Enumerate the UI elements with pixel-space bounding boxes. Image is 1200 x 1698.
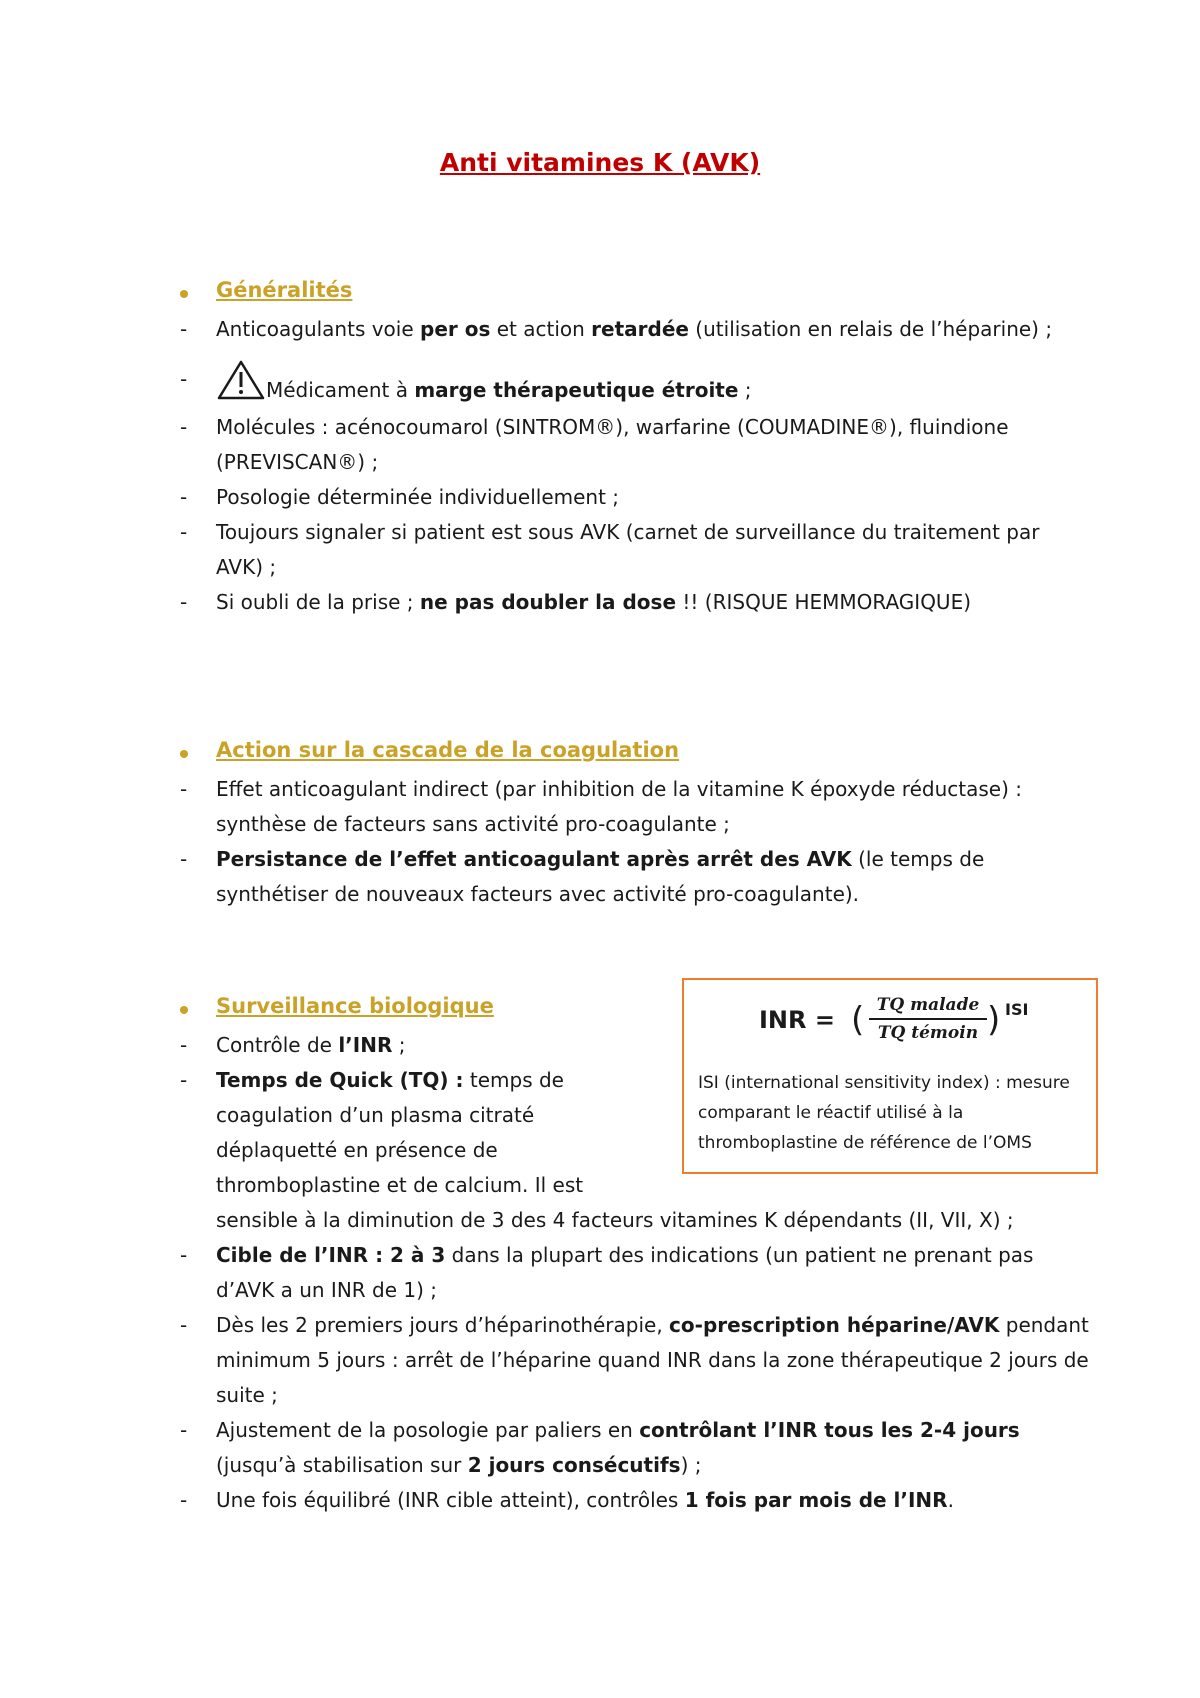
open-paren: (: [851, 1000, 865, 1040]
fraction-numerator: TQ malade: [876, 995, 980, 1015]
text: dans la plupart des indications (un patient ne prenant pas d’AVK a un INR de 1) ;: [216, 1243, 1034, 1302]
dash: -: [180, 415, 188, 439]
section-generalites: [180, 278, 1090, 620]
list-item: [180, 585, 1090, 620]
text: Molécules : acénocoumarol (SINTROM®), warfarine (COUMADINE®), fluindione (PREVISCAN®) ;: [216, 415, 1009, 474]
list-item: [180, 515, 1090, 585]
bold-text: retardée: [591, 317, 689, 341]
bold-text: marge thérapeutique étroite: [414, 378, 739, 402]
bold-text: co-prescription héparine/AVK: [669, 1313, 1000, 1337]
text: !! (RISQUE HEMMORAGIQUE): [676, 590, 972, 614]
bold-text: Temps de Quick (TQ) :: [216, 1068, 464, 1092]
text: Contrôle de: [216, 1033, 339, 1057]
bullet-dot-icon: [180, 750, 188, 758]
dash: -: [180, 317, 188, 341]
section-action-cascade: [180, 738, 1090, 912]
bold-text: ne pas doubler la dose: [419, 590, 677, 614]
text: sensible à la diminution de 3 des 4 facteurs vitamines K dépendants (II, VII, X) ;: [216, 1208, 1014, 1232]
dash: -: [180, 1068, 188, 1092]
list-item: [180, 410, 1090, 480]
text: (utilisation en relais de l’héparine) ;: [688, 317, 1053, 341]
fraction: [869, 994, 987, 1044]
text: ;: [392, 1033, 406, 1057]
text: (le temps de synthétiser de nouveaux facteurs avec activité pro-coagulante).: [216, 847, 985, 906]
bold-text: 2 jours consécutifs: [467, 1453, 681, 1477]
dash: -: [180, 1488, 188, 1512]
text: et action: [490, 317, 592, 341]
bold-text: Cible de l’INR : 2 à 3: [216, 1243, 446, 1267]
text: temps de coagulation d’un plasma citraté déplaquetté en présence de thromboplastine et de calcium. Il est: [216, 1068, 584, 1197]
text: Anticoagulants voie: [216, 317, 421, 341]
text: Toujours signaler si patient est sous AVK (carnet de surveillance du traitement par AVK) ;: [216, 520, 1040, 579]
dash: -: [180, 847, 188, 871]
text: Effet anticoagulant indirect (par inhibition de la vitamine K époxyde réductase) : synthèse de facteurs sans activité pro-coagulante ;: [216, 777, 1022, 836]
formula-label: INR =: [759, 1006, 835, 1034]
text: Posologie déterminée individuellement ;: [216, 485, 620, 509]
text: ) ;: [680, 1453, 702, 1477]
heading-text: Généralités: [216, 278, 353, 302]
exponent: ISI: [1005, 1000, 1029, 1019]
section-heading: [180, 738, 1090, 772]
text: pendant minimum 5 jours : arrêt de l’héparine quand INR dans la zone thérapeutique 2 jours de suite ;: [216, 1313, 1089, 1407]
text: Si oubli de la prise ;: [216, 590, 420, 614]
dash: -: [180, 1033, 188, 1057]
list-item: [180, 359, 1090, 410]
isi-definition: ISI (international sensitivity index) : mesure comparant le réactif utilisé à la thromboplastine de référence de l’OMS: [698, 1073, 1070, 1153]
narrow-text: [216, 1063, 586, 1203]
text: Dès les 2 premiers jours d’héparinothérapie,: [216, 1313, 670, 1337]
bullet-dot-icon: [180, 290, 188, 298]
bold-text: Persistance de l’effet anticoagulant après arrêt des AVK: [216, 847, 852, 871]
fraction-bar: [869, 1018, 987, 1020]
fraction-denominator: TQ témoin: [877, 1023, 979, 1043]
section-heading: [180, 278, 1090, 312]
text: (jusqu’à stabilisation sur: [216, 1453, 468, 1477]
bullet-dot-icon: [180, 1006, 188, 1014]
bold-text: 1 fois par mois de l’INR: [684, 1488, 948, 1512]
list-item: [180, 1308, 1090, 1413]
dash: -: [180, 1418, 188, 1442]
bold-text: l’INR: [338, 1033, 393, 1057]
dash: -: [180, 1313, 188, 1337]
list-item: [180, 480, 1090, 515]
bold-text: contrôlant l’INR tous les 2-4 jours: [639, 1418, 1020, 1442]
heading-text: Surveillance biologique: [216, 994, 494, 1018]
text: Ajustement de la posologie par paliers en: [216, 1418, 640, 1442]
warning-triangle-icon: [216, 359, 266, 399]
list-item: [180, 772, 1090, 842]
bold-text: per os: [420, 317, 491, 341]
list-item: [180, 1413, 1090, 1483]
inr-formula-box: [682, 978, 1098, 1174]
heading-text: Action sur la cascade de la coagulation: [216, 738, 680, 762]
dash: -: [180, 485, 188, 509]
dash: -: [180, 367, 188, 391]
text: .: [947, 1488, 954, 1512]
dash: -: [180, 777, 188, 801]
inr-formula: [759, 990, 1039, 1050]
close-paren: ): [987, 1000, 1001, 1040]
dash: -: [180, 590, 188, 614]
text: Une fois équilibré (INR cible atteint), contrôles: [216, 1488, 685, 1512]
list-item: [180, 1238, 1090, 1308]
dash: -: [180, 520, 188, 544]
page-title: Anti vitamines K (AVK): [439, 148, 761, 177]
text: Médicament à: [266, 378, 415, 402]
text: ;: [738, 378, 752, 402]
list-item: [180, 842, 1090, 912]
list-item: [180, 312, 1090, 347]
dash: -: [180, 1243, 188, 1267]
list-item: [180, 1483, 1090, 1518]
